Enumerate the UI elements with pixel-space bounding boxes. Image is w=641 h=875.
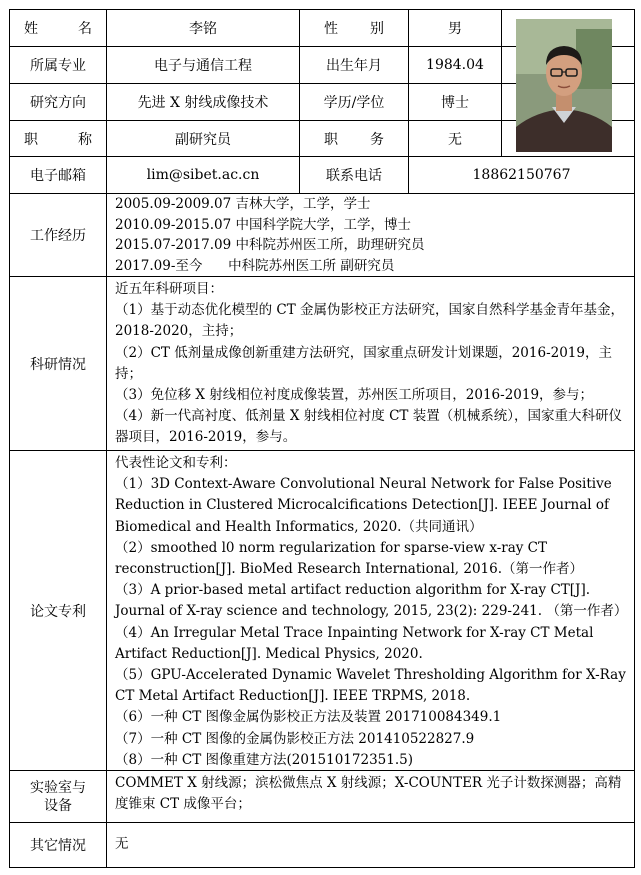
- lab-label-line-1: 实验室与: [30, 779, 86, 796]
- profile-photo: [516, 19, 612, 152]
- lab-label: [10, 771, 107, 822]
- papers-content: [107, 451, 634, 770]
- work-line: 2005.09-2009.07 吉林大学，工学，学士: [115, 196, 371, 212]
- title-label: [10, 121, 107, 156]
- papers-line: （3）A prior-based metal artifact reduction algorithm for X-ray CT[J]. Journal of X-ray science and technology, 2015, 23(2): 229-241. （第一作者）: [115, 582, 628, 620]
- projects-line: （4）新一代高衬度、低剂量 X 射线相位衬度 CT 装置（机械系统），国家重大科研仪器项目，2016-2019，参与。: [115, 408, 622, 446]
- gender-value: 男: [409, 10, 502, 46]
- projects-line: 近五年科研项目：: [115, 281, 223, 297]
- papers-line: （4）An Irregular Metal Trace Inpainting Network for X-ray CT Metal Artifact Reduction[J]. Medical Physics, 2020.: [115, 624, 594, 662]
- row-other: [9, 822, 635, 867]
- row-lab: [9, 770, 635, 822]
- email-label: 电子邮箱: [10, 157, 107, 193]
- table-bottom-border: [9, 867, 635, 868]
- papers-line: （7）一种 CT 图像的金属伪影校正方法 201410522827.9: [115, 730, 475, 747]
- projects-label: 科研情况: [10, 277, 107, 450]
- papers-line: （6）一种 CT 图像金属伪影校正方法及装置 201710084349.1: [115, 709, 502, 726]
- email-value: lim@sibet.ac.cn: [107, 157, 300, 193]
- name-label: [10, 10, 107, 46]
- papers-line: （2）smoothed l0 norm regularization for sparse-view x-ray CT reconstruction[J]. BioMed Research International, 2016.（第一作者）: [115, 539, 584, 578]
- lab-content: [107, 771, 634, 822]
- row-papers: [9, 450, 635, 770]
- portrait-image: [516, 19, 612, 152]
- papers-label: 论文专利: [10, 451, 107, 770]
- gender-label: [300, 10, 409, 46]
- degree-value: 博士: [409, 84, 502, 120]
- duty-value: 无: [409, 121, 502, 156]
- name-value: 李铭: [107, 10, 300, 46]
- gender-label-char-1: 性: [324, 21, 338, 37]
- papers-line: （8）一种 CT 图像重建方法(201510172351.5): [115, 751, 413, 768]
- lab-label-line-2: 设备: [44, 797, 72, 814]
- degree-label: 学历/学位: [300, 84, 409, 120]
- projects-line: （1）基于动态优化模型的 CT 金属伪影校正方法研究，国家自然科学基金青年基金，2018-2020，主持；: [115, 302, 625, 340]
- papers-line: （1）3D Context-Aware Convolutional Neural Network for False Positive Reduction in Clustered Microcalcifications Detection[J]. IEEE Journal of Biomedical and Health Informatics, 2020.（共同通讯）: [115, 476, 612, 535]
- projects-line: （3）免位移 X 射线相位衬度成像装置，苏州医工所项目，2016-2019，参与；: [115, 387, 594, 404]
- duty-label-char-2: 务: [370, 131, 384, 148]
- work-line: 2015.07-2017.09 中科院苏州医工所，助理研究员: [115, 237, 425, 253]
- research-label: 研究方向: [10, 84, 107, 120]
- title-label-char-2: 称: [78, 131, 92, 148]
- projects-content: [107, 277, 634, 450]
- phone-value: 18862150767: [472, 167, 571, 183]
- major-value: 电子与通信工程: [107, 47, 300, 83]
- work-label: 工作经历: [10, 194, 107, 276]
- row-work: [9, 193, 635, 276]
- birth-label: 出生年月: [300, 47, 409, 83]
- duty-label: [300, 121, 409, 156]
- lab-line: COMMET X 射线源；滨松微焦点 X 射线源；X-COUNTER 光子计数探测器；高精度锥束 CT 成像平台；: [115, 775, 622, 813]
- gender-label-char-2: 别: [370, 21, 384, 37]
- row-projects: [9, 276, 635, 450]
- papers-line: 代表性论文和专利：: [115, 455, 237, 471]
- projects-line: （2）CT 低剂量成像创新重建方法研究，国家重点研发计划课题，2016-2019，主持；: [115, 344, 612, 382]
- work-content: [107, 194, 634, 276]
- duty-label-char-1: 职: [324, 131, 338, 148]
- papers-line: （5）GPU-Accelerated Dynamic Wavelet Thresholding Algorithm for X-Ray CT Metal Artifact Reduction[J]. IEEE TRPMS, 2018.: [115, 667, 626, 705]
- research-value: 先进 X 射线成像技术: [107, 84, 300, 120]
- name-label-char-2: 名: [78, 21, 92, 37]
- birth-value: 1984.04: [409, 47, 502, 83]
- title-label-char-1: 职: [24, 131, 38, 148]
- other-content: [107, 823, 634, 867]
- row-contact: [9, 156, 635, 193]
- title-value: 副研究员: [107, 121, 300, 156]
- work-line: 2010.09-2015.07 中国科学院大学，工学，博士: [115, 216, 412, 233]
- other-value: 无: [115, 836, 129, 853]
- photo-column-border: [634, 9, 635, 156]
- name-label-char-1: 姓: [24, 21, 38, 37]
- major-label: 所属专业: [10, 47, 107, 83]
- phone-label: 联系电话: [300, 157, 409, 193]
- work-line: 2017.09-至今 中科院苏州医工所 副研究员: [115, 257, 395, 274]
- other-label: 其它情况: [10, 823, 107, 867]
